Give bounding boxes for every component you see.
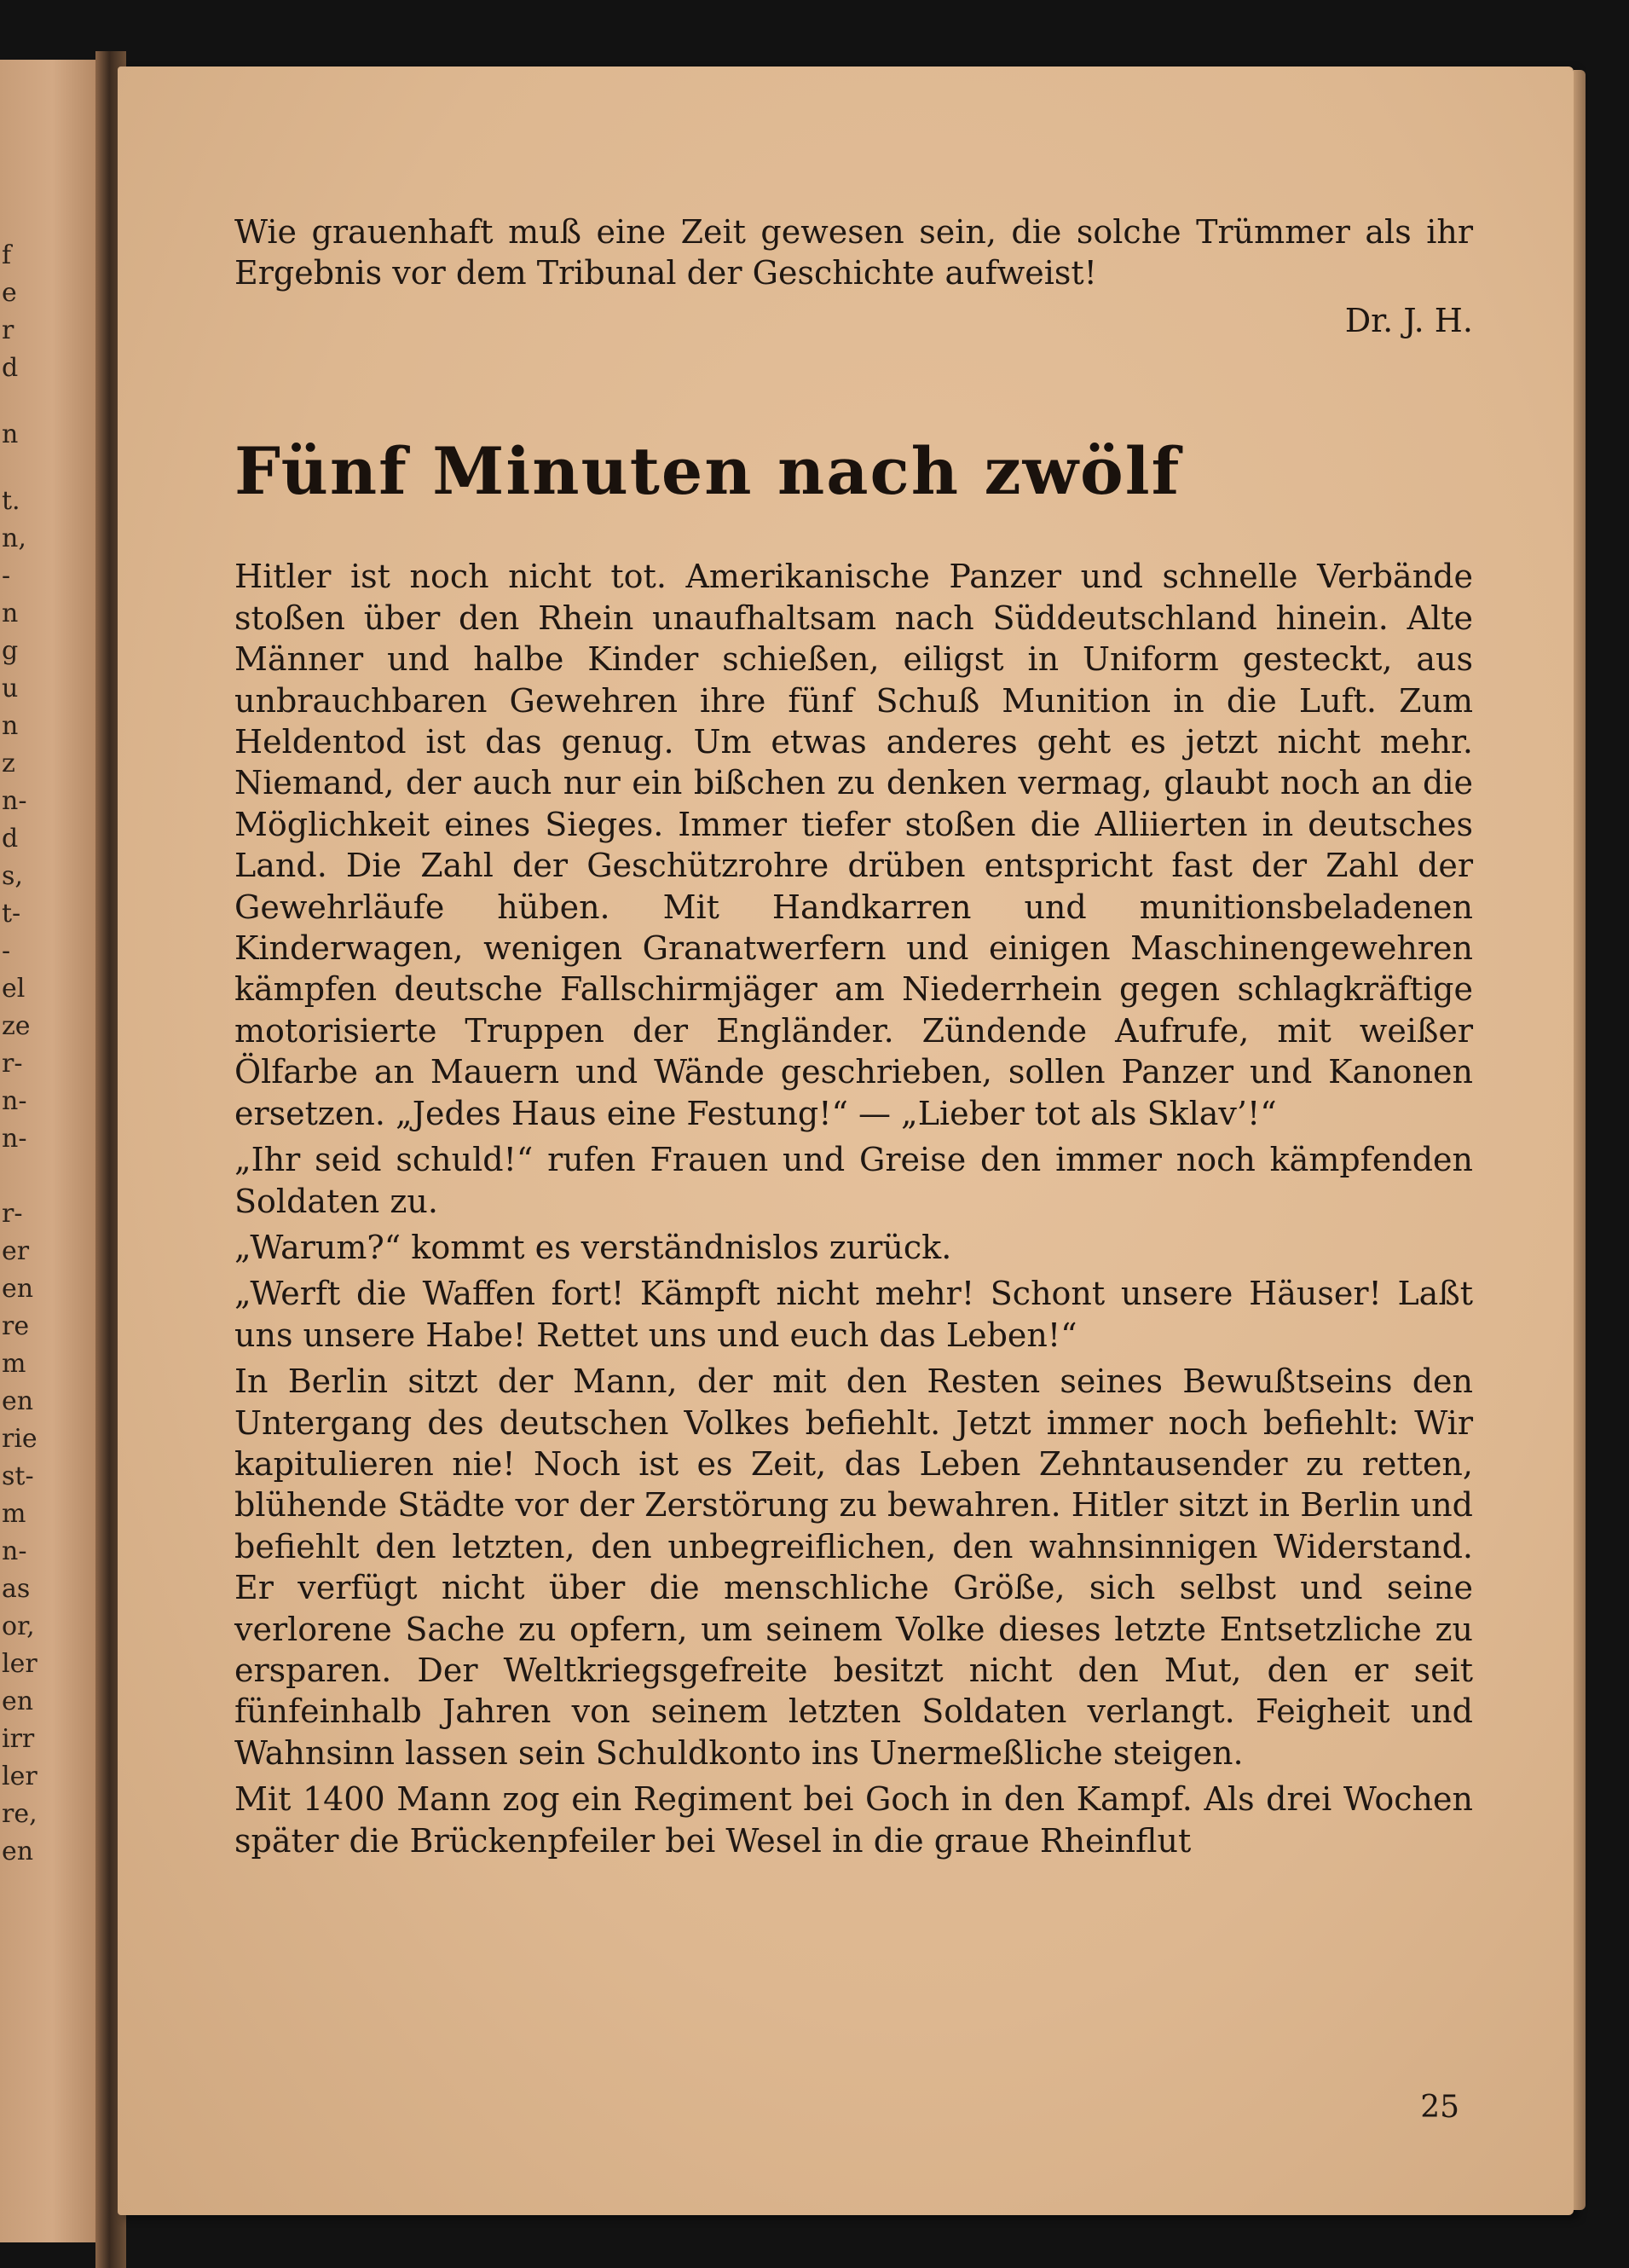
prev-page-fragment: st-	[2, 1461, 34, 1491]
prev-page-fragment: n,	[2, 524, 26, 553]
prev-page-fragment: ler	[2, 1649, 38, 1679]
intro-paragraph: Wie grauenhaft muß eine Zeit gewesen sein, die solche Trümmer als ihr Ergebnis vor dem Tribunal der Geschichte aufweist!	[234, 213, 1473, 292]
prev-page-fragment: n-	[2, 1086, 27, 1116]
prev-page-fragment: en	[2, 1386, 34, 1416]
article-paragraph: In Berlin sitzt der Mann, der mit den Resten seines Bewußtseins den Untergang des deutschen Volkes befiehlt. Jetzt immer noch befiehlt: Wir kapitulieren nie! Noch ist es Zeit, das Leben Zehntausender zu retten, blühende Städte vor der Zerstörung zu bewahren. Hitler sitzt in Berlin und befiehlt den letzten, den unbegreiflichen, den wahnsinnigen Widerstand. Er verfügt nicht über die menschliche Größe, sich selbst und seine verlorene Sache zu opfern, um seinem Volke dieses letzte Entsetzliche zu ersparen. Der Weltkriegsgefreite besitzt nicht den Mut, den er seit fünfeinhalb Jahren von seinem letzten Soldaten verlangt. Feigheit und Wahnsinn lassen sein Schuldkonto ins Unermeßliche steigen.	[234, 1363, 1473, 1772]
prev-page-fragment: re	[2, 1311, 30, 1341]
prev-page-fragment: re,	[2, 1799, 38, 1829]
prev-page-fragment: as	[2, 1574, 31, 1604]
prev-page-fragment: en	[2, 1837, 34, 1866]
prev-page-fragment: s,	[2, 861, 23, 891]
prev-page-fragment: -	[2, 561, 11, 591]
prev-page-fragment: n-	[2, 1124, 27, 1154]
prev-page-fragment: -	[2, 936, 11, 966]
prev-page-fragment: u	[2, 674, 19, 703]
prev-page-fragment: n-	[2, 1536, 27, 1566]
prev-page-fragment: en	[2, 1687, 34, 1716]
prev-page-fragment: z	[2, 749, 15, 778]
signature: Dr. J. H.	[1344, 301, 1473, 339]
prev-page-fragment: m	[2, 1349, 26, 1379]
prev-page-fragment: en	[2, 1274, 34, 1304]
article-paragraph: Mit 1400 Mann zog ein Regiment bei Goch in den Kampf. Als drei Wochen später die Brückenpfeiler bei Wesel in die graue Rheinflut	[234, 1780, 1473, 1860]
prev-page-fragment: ze	[2, 1011, 31, 1041]
prev-page-fragment: d	[2, 353, 19, 383]
previous-page-edge	[0, 60, 95, 2242]
book-page	[118, 67, 1574, 2215]
prev-page-fragment: el	[2, 974, 26, 1004]
prev-page-fragment: er	[2, 1236, 30, 1266]
prev-page-fragment: g	[2, 636, 19, 666]
prev-page-fragment: ler	[2, 1762, 38, 1791]
prev-page-fragment: n	[2, 599, 19, 628]
prev-page-fragment: n	[2, 711, 19, 741]
prev-page-fragment: r-	[2, 1199, 23, 1229]
prev-page-fragment: irr	[2, 1724, 35, 1754]
prev-page-fragment: m	[2, 1499, 26, 1529]
article-paragraph: Hitler ist noch nicht tot. Amerikanische Panzer und schnelle Verbände stoßen über den Rhein unaufhaltsam nach Süddeutschland hinein. Alte Männer und halbe Kinder schießen, eiligst in Uniform gesteckt, aus unbrauchbaren Gewehren ihre fünf Schuß Munition in die Luft. Zum Heldentod ist das genug. Um etwas anderes geht es jetzt nicht mehr. Niemand, der auch nur ein bißchen zu denken vermag, glaubt noch an die Möglichkeit eines Sieges. Immer tiefer stoßen die Alliierten in deutsches Land. Die Zahl der Geschützrohre drüben entspricht fast der Zahl der Gewehrläufe hüben. Mit Handkarren und munitionsbeladenen Kinderwagen, wenigen Granatwerfern und einigen Maschinengewehren kämpfen deutsche Fallschirmjäger am Niederrhein gegen schlagkräftige motorisierte Truppen der Engländer. Zündende Aufrufe, mit weißer Ölfarbe an Mauern und Wände geschrieben, sollen Panzer und Kanonen ersetzen. „Jedes Haus eine Festung!“ — „Lieber tot als Sklav’!“	[234, 558, 1473, 1132]
article-paragraph: „Warum?“ kommt es verständnislos zurück.	[234, 1228, 952, 1266]
prev-page-fragment: r-	[2, 1049, 23, 1079]
prev-page-fragment: t-	[2, 899, 21, 929]
article-title: Fünf Minuten nach zwölf	[234, 432, 1181, 509]
prev-page-fragment: e	[2, 278, 17, 308]
page-edge	[1574, 70, 1586, 2210]
page-number: 25	[1420, 2090, 1459, 2125]
article-paragraph: „Ihr seid schuld!“ rufen Frauen und Greise den immer noch kämpfenden Soldaten zu.	[234, 1141, 1473, 1220]
prev-page-fragment: r	[2, 315, 14, 345]
article-paragraph: „Werft die Waffen fort! Kämpft nicht mehr! Schont unsere Häuser! Laßt uns unsere Habe! Rettet uns und euch das Leben!“	[234, 1275, 1473, 1354]
prev-page-fragment: n-	[2, 786, 27, 816]
prev-page-fragment: rie	[2, 1424, 38, 1454]
prev-page-fragment: t.	[2, 486, 20, 516]
prev-page-fragment: n	[2, 419, 19, 449]
prev-page-fragment: or,	[2, 1611, 35, 1641]
prev-page-fragment: d	[2, 824, 19, 853]
text-column	[234, 211, 1473, 1861]
prev-page-fragment: f	[2, 240, 12, 270]
